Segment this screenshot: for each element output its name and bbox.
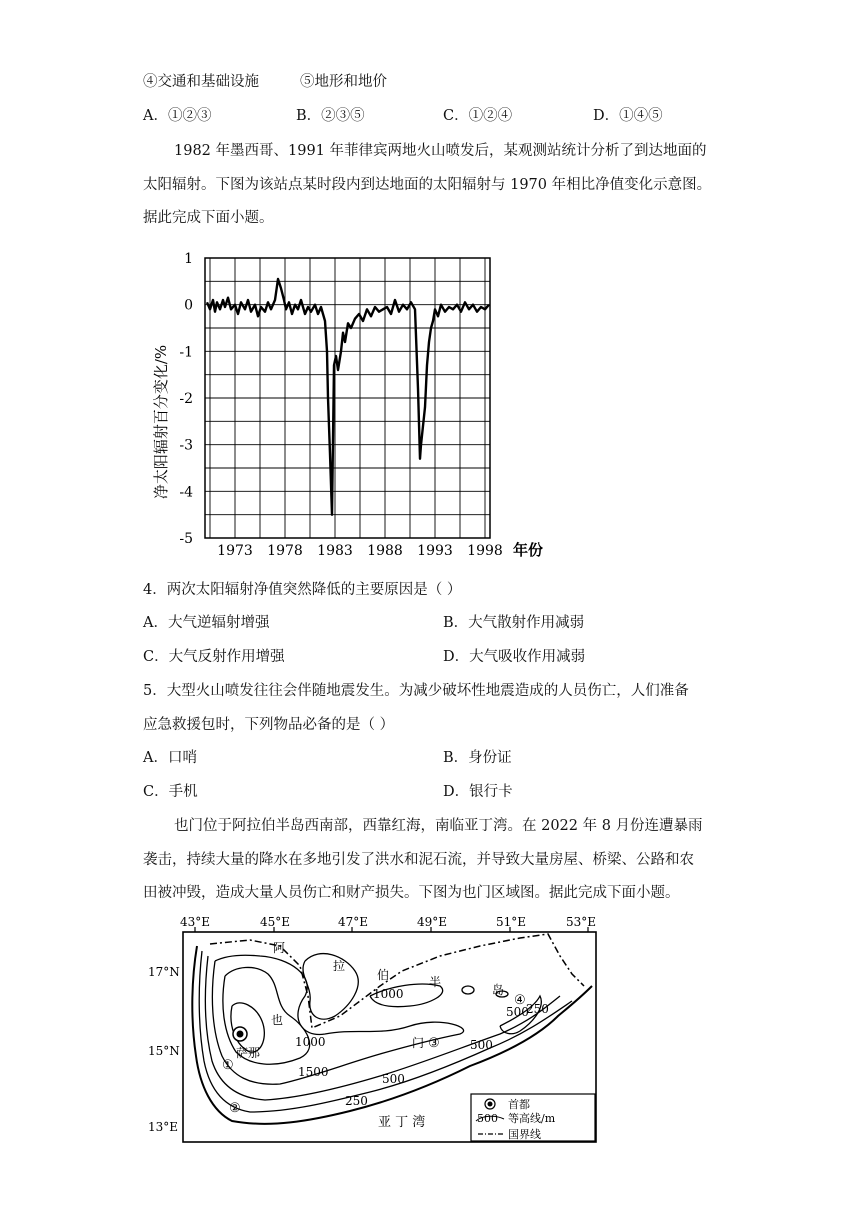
map-char-men: 门 — [412, 1036, 425, 1050]
chart-y-tick-label: -4 — [179, 484, 193, 501]
lat-label-17: 17°N — [148, 965, 180, 979]
chart-y-tick-label: -2 — [179, 391, 193, 407]
map-char-ban: 半 — [429, 975, 442, 989]
chart-y-tick-label: 1 — [184, 251, 193, 267]
contour-islet — [462, 986, 474, 994]
contour-label-500-c: 500 — [382, 1072, 405, 1086]
contour-plateau — [303, 954, 358, 1020]
yemen-map — [140, 916, 620, 1146]
contour-label-250-a: 250 — [526, 1002, 549, 1016]
chart-x-tick-label: 1973 — [217, 543, 253, 559]
lon-label-49: 49°E — [417, 916, 448, 929]
chart-y-axis-label: 净太阳辐射百分变化/% — [152, 344, 170, 500]
marker-1: ① — [222, 1058, 234, 1073]
chart-series-line — [207, 279, 489, 515]
passage2-line2: 袭击，持续大量的降水在多地引发了洪水和泥石流，并导致大量房屋、桥梁、公路和农 — [143, 852, 694, 868]
capital-label: 萨那 — [236, 1046, 261, 1060]
q4-choice-c: C．大气反射作用增强 — [143, 649, 285, 665]
q5-stem-line2: 应急救援包时，下列物品必备的是（ ） — [143, 717, 395, 733]
legend-contour-value: 500 — [477, 1112, 498, 1125]
passage1-line2: 太阳辐射。下图为该站点某时段内到达地面的太阳辐射与 1970 年相比净值变化示意图。 — [143, 177, 712, 193]
chart-x-tick-label: 1983 — [317, 543, 353, 559]
passage2-line1: 也门位于阿拉伯半岛西南部，西靠红海，南临亚丁湾。在 2022 年 8 月份连遭暴雨 — [174, 818, 703, 834]
map-char-ye: 也 — [271, 1013, 284, 1027]
contour-1000 — [212, 955, 463, 1084]
lon-label-43: 43°E — [180, 916, 211, 929]
solar-radiation-chart — [140, 240, 560, 565]
contour-label-250-b: 250 — [345, 1094, 368, 1108]
contour-label-500-b: 500 — [506, 1005, 529, 1019]
map-char-bo: 伯 — [377, 968, 390, 982]
q4-choice-d: D．大气吸收作用减弱 — [443, 649, 586, 665]
q5-stem-line1: 5．大型火山喷发往往会伴随地震发生。为减少破坏性地震造成的人员伤亡，人们准备 — [143, 683, 689, 699]
marker-3: ③ — [428, 1036, 440, 1051]
chart-y-tick-label: -5 — [179, 531, 193, 547]
q4-stem: 4．两次太阳辐射净值突然降低的主要原因是（ ） — [143, 582, 462, 598]
marker-4: ④ — [514, 993, 526, 1008]
q5-choice-b: B．身份证 — [443, 750, 512, 766]
legend-capital: 首都 — [508, 1098, 530, 1111]
map-char-la: 拉 — [333, 959, 346, 973]
lon-label-45: 45°E — [260, 916, 291, 929]
contour-label-1000-b: 1000 — [295, 1035, 326, 1049]
top-choice-a: A．①②③ — [143, 108, 212, 124]
chart-y-tick-label: -1 — [179, 344, 193, 361]
marker-2: ② — [229, 1101, 241, 1116]
passage2-line3: 田被冲毁，造成大量人员伤亡和财产损失。下图为也门区域图。据此完成下面小题。 — [143, 885, 680, 901]
top-choice-d: D．①④⑤ — [593, 108, 663, 124]
map-legend — [471, 1094, 595, 1141]
chart-x-tick-label: 1993 — [417, 543, 453, 559]
chart-x-tick-label: 1998 — [467, 543, 503, 559]
lat-label-15: 15°N — [148, 1044, 180, 1058]
passage1-line3: 据此完成下面小题。 — [143, 210, 274, 226]
chart-y-tick-label: 0 — [184, 297, 193, 314]
contour-label-1500: 1500 — [298, 1065, 329, 1079]
lon-label-53: 53°E — [566, 916, 597, 929]
passage1-line1: 1982 年墨西哥、1991 年菲律宾两地火山喷发后，某观测站统计分析了到达地面的 — [174, 143, 707, 159]
option-item-4: ④交通和基础设施 — [143, 74, 259, 90]
contour-label-1000-a: 1000 — [373, 987, 404, 1001]
q5-choice-c: C．手机 — [143, 784, 198, 800]
q5-choice-a: A．口哨 — [143, 750, 197, 766]
map-char-a: 阿 — [273, 941, 286, 955]
map-char-dao: 岛 — [492, 983, 505, 997]
top-choice-c: C．①②④ — [443, 108, 513, 124]
contour-label-500-a: 500 — [470, 1038, 493, 1052]
top-choice-b: B．②③⑤ — [296, 108, 365, 124]
chart-x-tick-label: 1978 — [267, 543, 303, 559]
q4-choice-b: B．大气散射作用减弱 — [443, 615, 585, 631]
chart-y-tick-label: -3 — [179, 437, 193, 454]
lon-label-51: 51°E — [496, 916, 527, 929]
q5-choice-d: D．银行卡 — [443, 784, 513, 800]
lon-label-47: 47°E — [338, 916, 369, 929]
chart-x-tick-label: 1988 — [367, 543, 403, 559]
legend-contour: 等高线/m — [508, 1112, 556, 1125]
option-item-5: ⑤地形和地价 — [300, 74, 387, 90]
sea-label: 亚 丁 湾 — [378, 1115, 426, 1130]
chart-x-axis-label: 年份 — [513, 541, 544, 559]
lat-label-13: 13°E — [148, 1120, 179, 1134]
q4-choice-a: A．大气逆辐射增强 — [143, 615, 270, 631]
legend-border: 国界线 — [508, 1128, 541, 1141]
